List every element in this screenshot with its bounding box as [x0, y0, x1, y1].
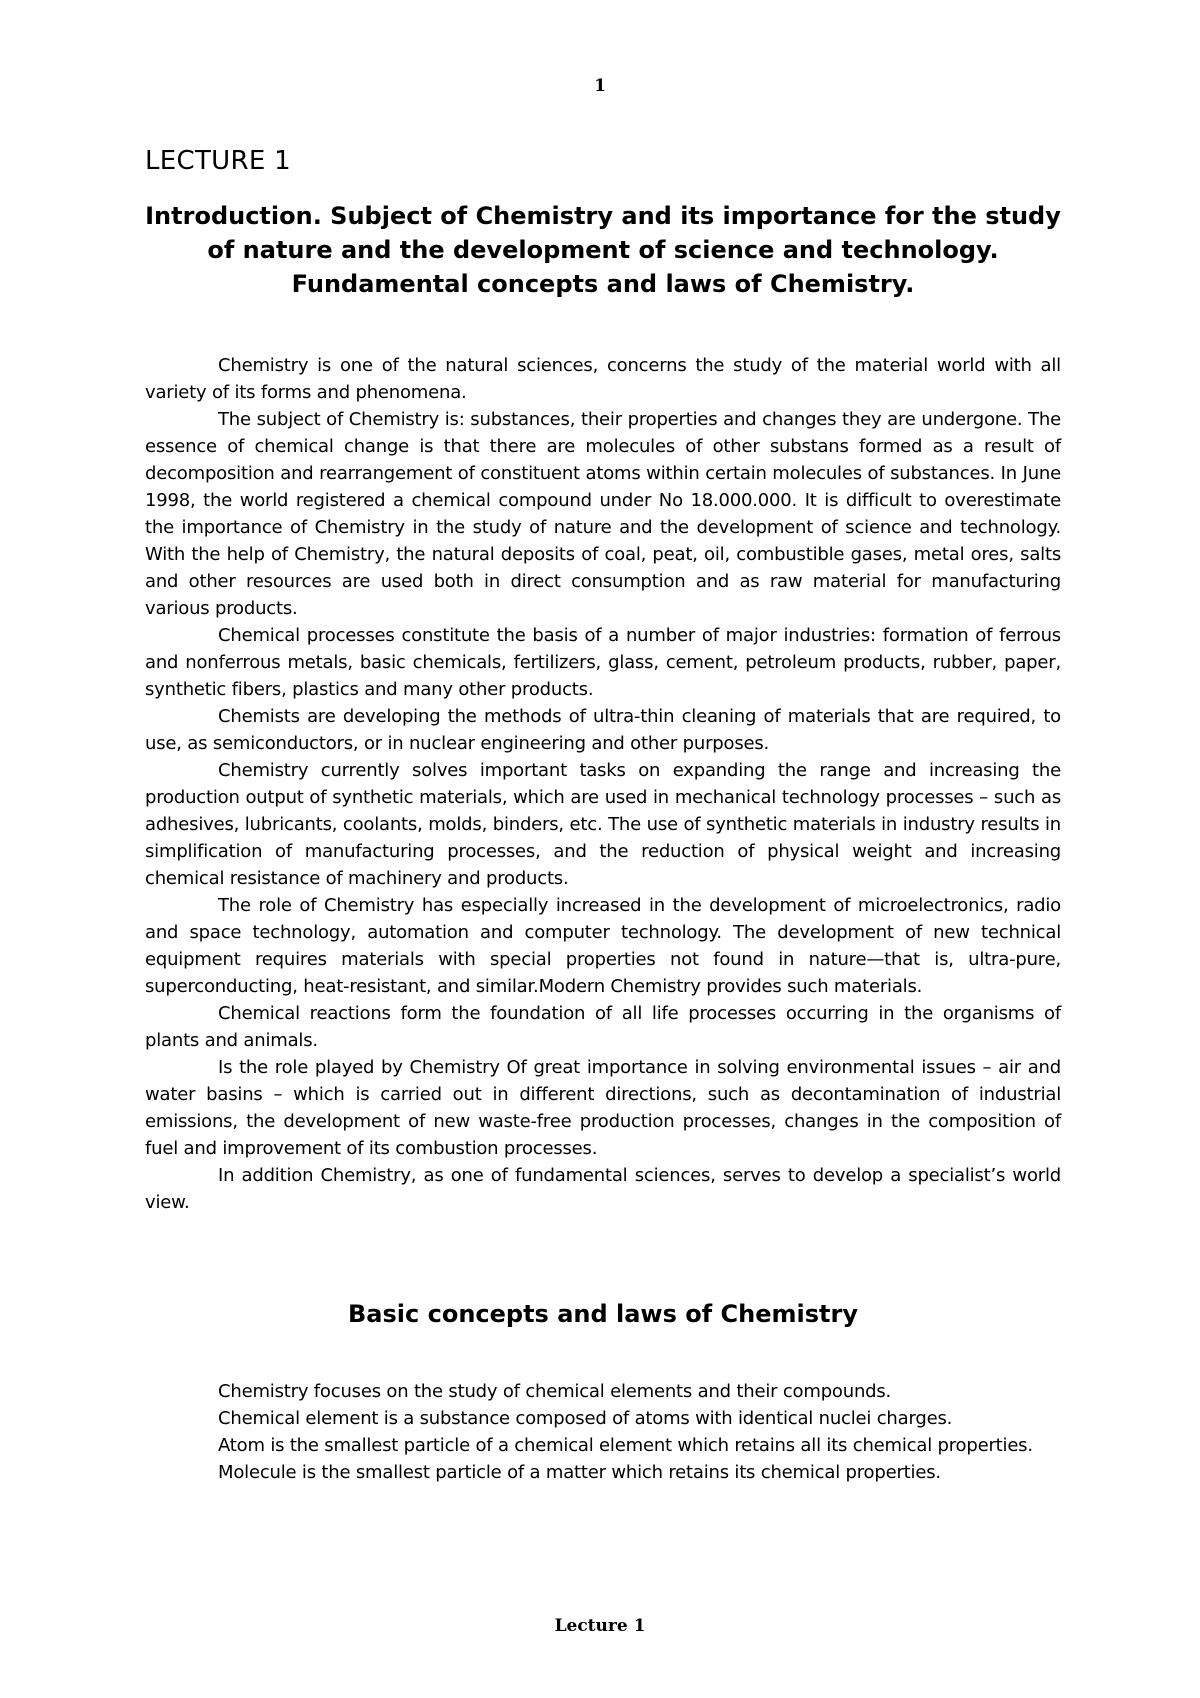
paragraph: Chemists are developing the methods of ultra-thin cleaning of materials that are required, to use, as semiconductors, or in nuclear engineering and other purposes.	[145, 706, 1061, 754]
paragraph: Chemical reactions form the foundation of all life processes occurring in the organisms of plants and animals.	[145, 1003, 1061, 1051]
paragraph: Chemistry is one of the natural sciences, concerns the study of the material world with all variety of its forms and phenomena.	[145, 355, 1061, 403]
paragraph: The role of Chemistry has especially increased in the development of microelectronics, radio and space technology, automation and computer technology. The development of new technical equipment requires materials with special properties not found in nature—that is, ultra-pure, superconducting, heat-resistant, and similar.Modern Chemistry provides such materials.	[145, 895, 1061, 997]
page-footer: Lecture 1	[554, 1616, 646, 1636]
paragraph: Chemistry currently solves important tasks on expanding the range and increasing the production output of synthetic materials, which are used in mechanical technology processes – such as adhesives, lubricants, coolants, molds, binders, etc. The use of synthetic materials in industry results in simplification of manufacturing processes, and the reduction of physical weight and increasing chemical resistance of machinery and products.	[145, 760, 1061, 889]
section-heading: Basic concepts and laws of Chemistry	[348, 1300, 858, 1328]
paragraph: Molecule is the smallest particle of a matter which retains its chemical properties.	[218, 1462, 941, 1483]
paragraph: In addition Chemistry, as one of fundamental sciences, serves to develop a specialist’s world view.	[145, 1165, 1061, 1213]
paragraph: Atom is the smallest particle of a chemical element which retains all its chemical properties.	[218, 1435, 1033, 1456]
lecture-title: Introduction. Subject of Chemistry and its importance for the study of nature and the development of science and technology. Fundamental concepts and laws of Chemistry.	[145, 202, 1061, 298]
intro-section	[145, 352, 1061, 1216]
paragraph: The subject of Chemistry is: substances, their properties and changes they are undergone. The essence of chemical change is that there are molecules of other substans formed as a result of decomposition and rearrangement of constituent atoms within certain molecules of substances. In June 1998, the world registered a chemical compound under No 18.000.000. It is difficult to overestimate the importance of Chemistry in the study of nature and the development of science and technology. With the help of Chemistry, the natural deposits of coal, peat, oil, combustible gases, metal ores, salts and other resources are used both in direct consumption and as raw material for manufacturing various products.	[145, 409, 1061, 619]
basic-concepts-section	[145, 1378, 1061, 1486]
paragraph: Chemical processes constitute the basis of a number of major industries: formation of ferrous and nonferrous metals, basic chemicals, fertilizers, glass, cement, petroleum products, rubber, paper, synthetic fibers, plastics and many other products.	[145, 625, 1061, 700]
page-number: 1	[594, 76, 606, 96]
paragraph: Chemical element is a substance composed of atoms with identical nuclei charges.	[218, 1408, 953, 1429]
paragraph: Chemistry focuses on the study of chemical elements and their compounds.	[218, 1381, 892, 1402]
lecture-label: LECTURE 1	[145, 146, 291, 176]
paragraph: Is the role played by Chemistry Of great importance in solving environmental issues – air and water basins – which is carried out in different directions, such as decontamination of industrial emissions, the development of new waste-free production processes, changes in the composition of fuel and improvement of its combustion processes.	[145, 1057, 1061, 1159]
